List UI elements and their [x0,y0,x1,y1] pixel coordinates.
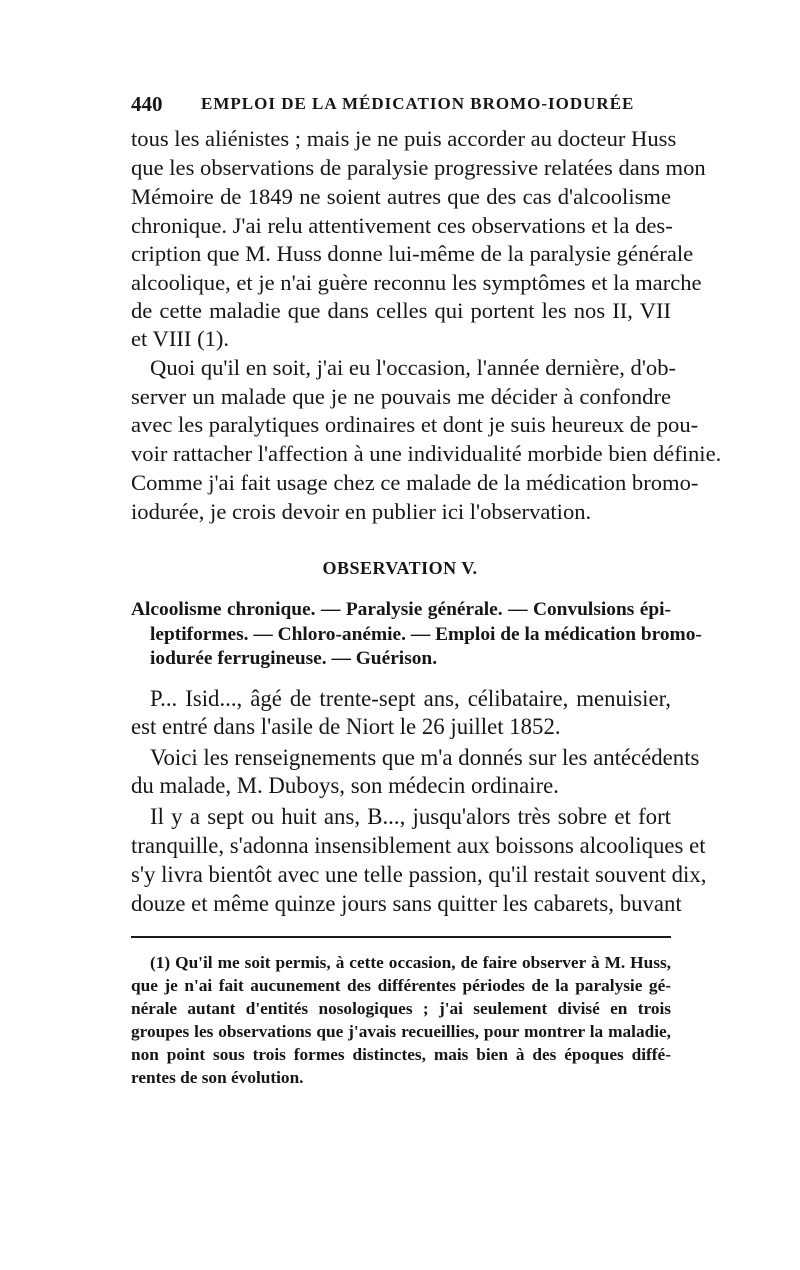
text-line: iodurée, je crois devoir en publier ici l'observation. [131,499,592,524]
text-line: Mémoire de 1849 ne soient autres que des cas d'alcoolisme [131,184,671,209]
text-line: de cette maladie que dans celles qui portent les nos II, VII [131,298,671,323]
text-line: Voici les renseignements que m'a donnés sur les antécédents [150,745,700,770]
text-line: avec les paralytiques ordinaires et dont je suis heureux de pou- [131,412,699,437]
text-line: cription que M. Huss donne lui-même de la paralysie générale [131,241,694,266]
text-line: tous les aliénistes ; mais je ne puis accorder au docteur Huss [131,126,677,151]
running-title: EMPLOI DE LA MÉDICATION BROMO-IODURÉE [201,94,635,113]
page-number: 440 [131,92,163,116]
text-line: chronique. J'ai relu attentivement ces observations et la des- [131,213,673,238]
footnote-line: non point sous trois formes distinctes, mais bien à des époques diffé- [131,1045,671,1064]
text-line: Comme j'ai fait usage chez ce malade de la médication bromo- [131,470,699,495]
summary-line: iodurée ferrugineuse. — Guérison. [150,648,438,669]
running-header [131,92,671,122]
footnote-rule [131,936,671,938]
footnote-line: (1) Qu'il me soit permis, à cette occasion, de faire observer à M. Huss, [150,953,671,972]
text-line: du malade, M. Duboys, son médecin ordinaire. [131,773,559,798]
footnote-line: que je n'ai fait aucunement des différentes périodes de la paralysie gé- [131,976,671,995]
summary-line: Alcoolisme chronique. — Paralysie générale. — Convulsions épi- [131,599,671,620]
text-line: alcoolique, et je n'ai guère reconnu les symptômes et la marche [131,270,702,295]
text-line: tranquille, s'adonna insensiblement aux boissons alcooliques et [131,833,706,858]
text-line: P... Isid..., âgé de trente-sept ans, célibataire, menuisier, [150,686,671,711]
text-line: server un malade que je ne pouvais me décider à confondre [131,384,671,409]
text-line: douze et même quinze jours sans quitter les cabarets, buvant [131,891,682,916]
text-line: s'y livra bientôt avec une telle passion, qu'il restait souvent dix, [131,862,707,887]
text-line: que les observations de paralysie progressive relatées dans mon [131,155,706,180]
summary-line: leptiformes. — Chloro-anémie. — Emploi de la médication bromo- [150,624,702,645]
footnote-line: rentes de son évolution. [131,1068,304,1087]
text-line: Quoi qu'il en soit, j'ai eu l'occasion, l'année dernière, d'ob- [150,355,677,380]
observation-title: OBSERVATION V. [322,558,478,578]
text-line: est entré dans l'asile de Niort le 26 juillet 1852. [131,714,561,739]
footnote-line: nérale autant d'entités nosologiques ; j'ai seulement divisé en trois [131,999,671,1018]
text-line: voir rattacher l'affection à une individualité morbide bien définie. [131,441,722,466]
text-line: et VIII (1). [131,326,230,351]
text-line: Il y a sept ou huit ans, B..., jusqu'alors très sobre et fort [150,804,671,829]
footnote-line: groupes les observations que j'avais recueillies, pour montrer la maladie, [131,1022,671,1041]
